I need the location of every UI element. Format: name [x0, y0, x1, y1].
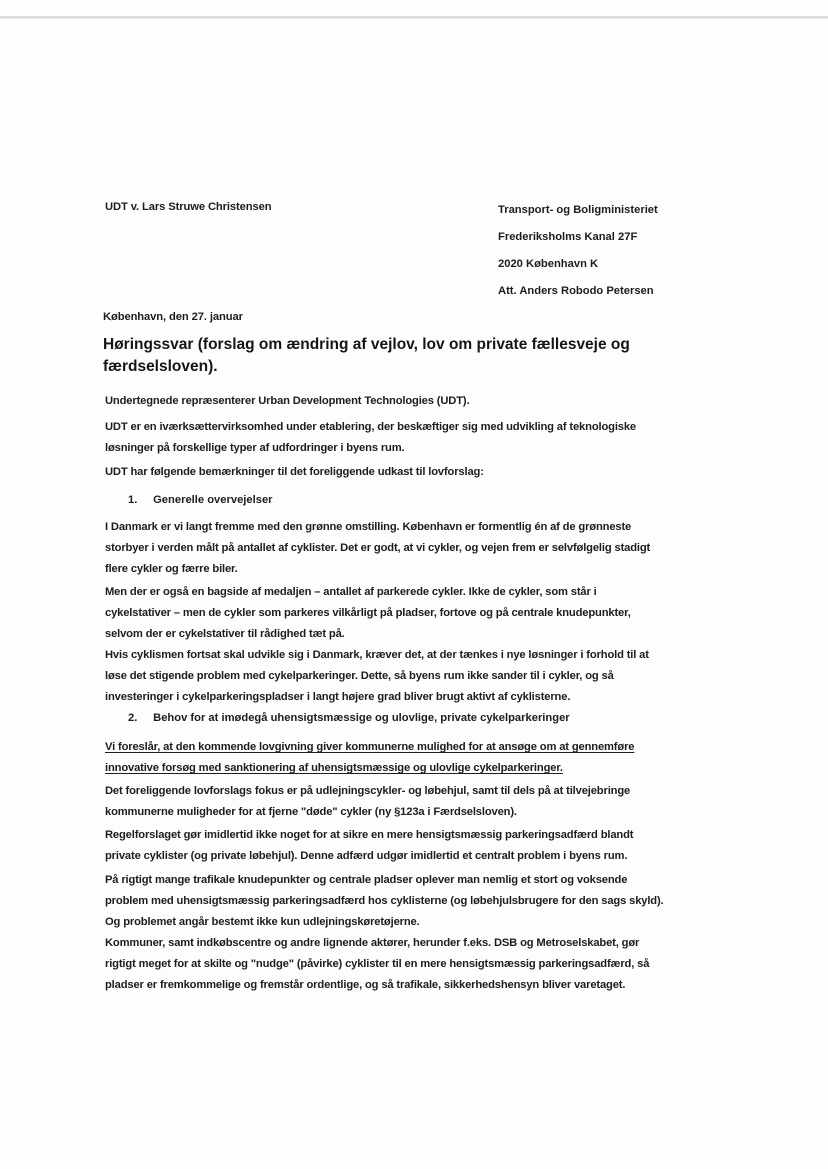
paragraph-line: storbyer i verden målt på antallet af cyklister. Det er godt, at vi cykler, og vejen frem er selvfølgelig stadigt [105, 542, 651, 554]
paragraph-line: problem med uhensigtsmæssig parkeringsadfærd hos cyklisterne (og løbehjulsbrugere for den sags skyld). [105, 895, 664, 907]
paragraph [105, 582, 685, 645]
paragraph-line: Og problemet angår bestemt ikke kun udlejningskøretøjerne. [105, 916, 420, 928]
section-number: 1. [128, 494, 138, 506]
recipient-line: Frederiksholms Kanal 27F [498, 231, 638, 243]
paragraph [105, 645, 685, 708]
proposal-paragraph [105, 737, 685, 779]
paragraph-line: Det foreliggende lovforslags fokus er på udlejningscykler- og løbehjul, samt til dels på at tilvejebringe [105, 785, 631, 797]
recipient-line: Att. Anders Robodo Petersen [498, 285, 654, 297]
paragraph-line: investeringer i cykelparkeringspladser i langt højere grad bliver brugt aktivt af cyklisterne. [105, 691, 571, 703]
recipient-line: 2020 København K [498, 258, 599, 270]
paragraph-line: Hvis cyklismen fortsat skal udvikle sig i Danmark, kræver det, at der tænkes i nye løsninger i forhold til at [105, 649, 649, 661]
paragraph [105, 825, 685, 867]
paragraph-line: rigtigt meget for at skilte og "nudge" (påvirke) cyklister til en mere hensigtsmæssig parkeringsadfærd, så [105, 958, 650, 970]
paragraph-line: kommunerne muligheder for at fjerne "døde" cykler (ny §123a i Færdselsloven). [105, 806, 517, 818]
paragraph [105, 391, 685, 412]
paragraph-line: cykelstativer – men de cykler som parkeres vilkårligt på pladser, fortove og på centrale knudepunkter, [105, 607, 631, 619]
paragraph [105, 417, 685, 459]
paragraph [105, 933, 685, 996]
paragraph-line: Vi foreslår, at den kommende lovgivning giver kommunerne mulighed for at ansøge om at gennemføre [105, 741, 635, 753]
section-label: Behov for at imødegå uhensigtsmæssige og ulovlige, private cykelparkeringer [153, 712, 570, 724]
paragraph [105, 517, 685, 580]
paragraph-line: innovative forsøg med sanktionering af uhensigtsmæssige og ulovlige cykelparkeringer. [105, 762, 563, 774]
paragraph-line: pladser er fremkommelige og fremstår ordentlige, og så trafikale, sikkerhedshensyn bliver varetaget. [105, 979, 626, 991]
paragraph [105, 870, 685, 933]
paragraph [105, 781, 685, 823]
paragraph-line: Kommuner, samt indkøbscentre og andre lignende aktører, herunder f.eks. DSB og Metroselskabet, gør [105, 937, 640, 949]
paragraph-line: selvom der er cykelstativer til rådighed tæt på. [105, 628, 345, 640]
paragraph-line: Men der er også en bagside af medaljen – antallet af parkerede cykler. Ikke de cykler, som står i [105, 586, 597, 598]
section-number: 2. [128, 712, 138, 724]
recipient-address [498, 197, 658, 305]
section-heading [128, 490, 273, 511]
paragraph-line: løsninger på forskellige typer af udfordringer i byens rum. [105, 442, 405, 454]
paragraph-line: På rigtigt mange trafikale knudepunkter og centrale pladser oplever man nemlig et stort og voksende [105, 874, 628, 886]
date-line: København, den 27. januar [103, 311, 243, 323]
paragraph-line: UDT har følgende bemærkninger til det foreliggende udkast til lovforslag: [105, 466, 484, 478]
paragraph-line: UDT er en iværksættervirksomhed under etablering, der beskæftiger sig med udvikling af teknologiske [105, 421, 637, 433]
recipient-line: Transport- og Boligministeriet [498, 204, 658, 216]
document-title: Høringssvar (forslag om ændring af vejlov, lov om private fællesveje og færdselsloven). [103, 336, 630, 375]
section-heading [128, 708, 570, 729]
paragraph-line: Regelforslaget gør imidlertid ikke noget for at sikre en mere hensigtsmæssig parkeringsadfærd blandt [105, 829, 634, 841]
paragraph-line: flere cykler og færre biler. [105, 563, 238, 575]
sender-line: UDT v. Lars Struwe Christensen [105, 201, 272, 213]
paragraph [105, 462, 685, 483]
paragraph-line: Undertegnede repræsenterer Urban Development Technologies (UDT). [105, 395, 470, 407]
paragraph-line: private cyklister (og private løbehjul). Denne adfærd udgør imidlertid et centralt problem i byens rum. [105, 850, 628, 862]
paragraph-line: I Danmark er vi langt fremme med den grønne omstilling. København er formentlig én af de grønneste [105, 521, 632, 533]
scan-edge-line [0, 16, 828, 19]
paragraph-line: løse det stigende problem med cykelparkeringer. Dette, så byens rum ikke sander til i cykler, og så [105, 670, 614, 682]
section-label: Generelle overvejelser [153, 494, 273, 506]
